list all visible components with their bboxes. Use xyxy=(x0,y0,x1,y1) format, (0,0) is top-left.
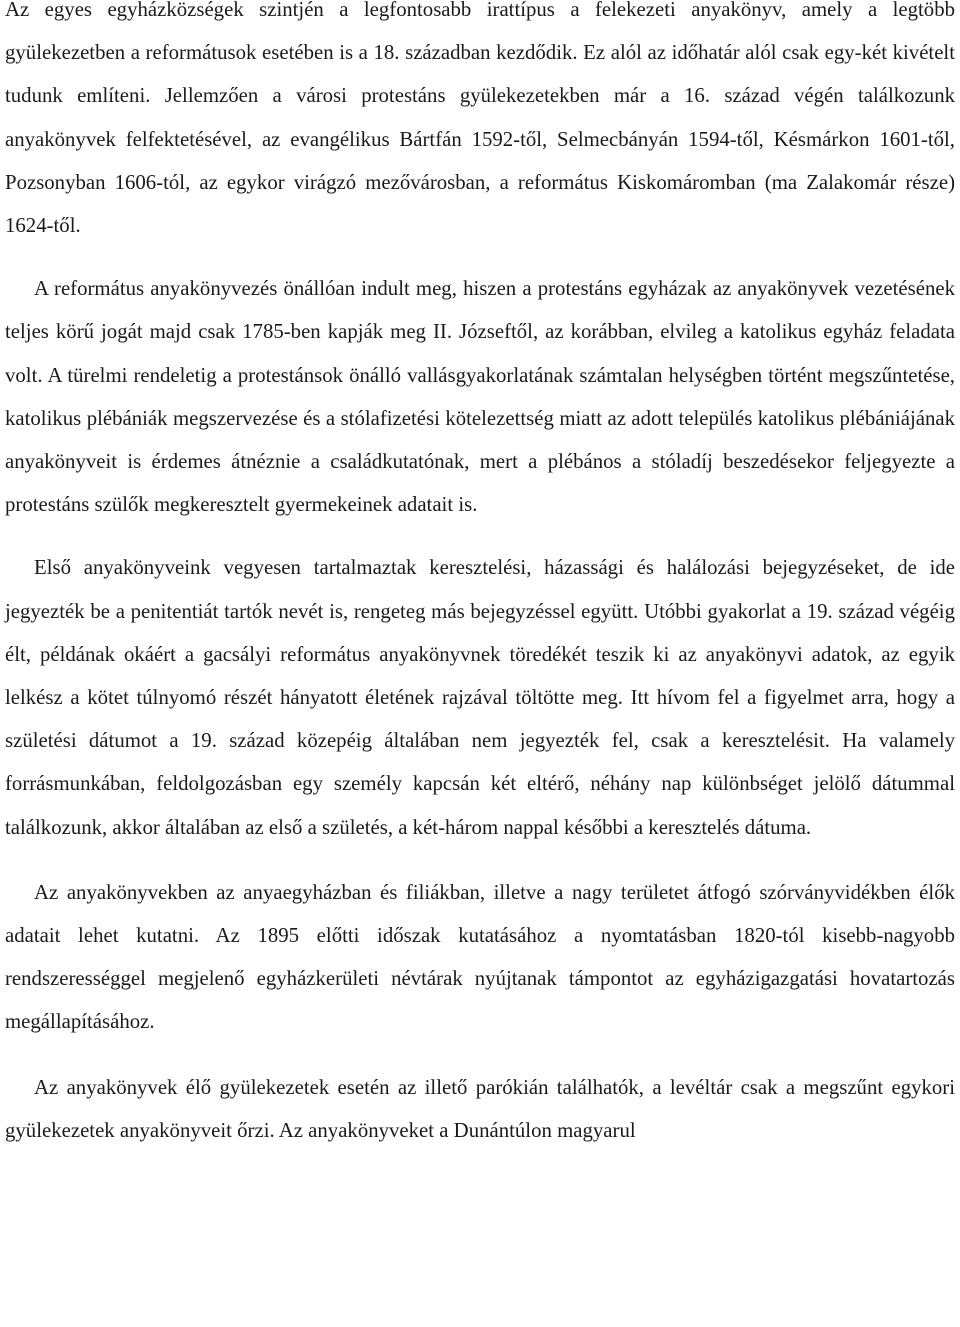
paragraph-reformed-registration: A református anyakönyvezés önállóan indult meg, hiszen a protestáns egyházak az anyakönyvek vezetésének teljes körű jogát majd csak 1785-ben kapják meg II. Józseftől, az korábban, elvileg a katolikus egyház feladata volt. A türelmi rendeletig a protestánsok önálló vallásgyakorlatának számtalan helységben történt megszűntetése, katolikus plébániák megszervezése és a stólafizetési kötelezettség miatt az adott település katolikus plébániájának anyakönyveit is érdemes átnéznie a családkutatónak, mert a plébános a stóladíj beszedésekor feljegyezte a protestáns szülők megkeresztelt gyermekeinek adatait is. xyxy=(5,277,955,517)
paragraph-register-location: Az anyakönyvek élő gyülekezetek esetén az illető parókián találhatók, a levéltár csak a megszűnt egykori gyülekezetek anyakönyveit őrzi. Az anyakönyveket a Dunántúlon magyarul xyxy=(5,1075,955,1142)
paragraph-parish-registers-origin: Az egyes egyházközségek szintjén a legfontosabb irattípus a felekezeti anyakönyv, amely a legtöbb gyülekezetben a reformátusok esetében is a 18. században kezdődik. Ez alól az időhatár alól csak egy-két kivételt tudunk említeni. Jellemzően a városi protestáns gyülekezetekben már a 16. század végén találkozunk anyakönyvek felfektetésével, az evangélikus Bártfán 1592-től, Selmecbányán 1594-től, Késmárkon 1601-től, Pozsonyban 1606-tól, az egykor virágzó mezővárosban, a református Kiskomáromban (ma Zalakomár része) 1624-től. xyxy=(5,0,955,238)
document-page xyxy=(5,0,955,1152)
paragraph-research-scope: Az anyakönyvekben az anyaegyházban és filiákban, illetve a nagy területet átfogó szórványvidékben élők adatait lehet kutatni. Az 1895 előtti időszak kutatásához a nyomtatásban 1820-tól kisebb-nagyobb rendszerességgel megjelenő egyházkerületi névtárak nyújtanak támpontot az egyházigazgatási hovatartozás megállapításához. xyxy=(5,880,955,1034)
paragraph-first-registers: Első anyakönyveink vegyesen tartalmaztak keresztelési, házassági és halálozási bejegyzéseket, de ide jegyezték be a penitentiát tartók nevét is, rengeteg más bejegyzéssel együtt. Utóbbi gyakorlat a 19. század végéig élt, példának okáért a gacsályi református anyakönyvnek töredékét teszik ki az anyakönyvi adatok, az egyik lelkész a kötet túlnyomó részét hányatott életének rajzával töltötte meg. Itt hívom fel a figyelmet arra, hogy a születési dátumot a 19. század közepéig általában nem jegyezték fel, csak a keresztelésit. Ha valamely forrásmunkában, feldolgozásban egy személy kapcsán két eltérő, néhány nap különbséget jelölő dátummal találkozunk, akkor általában az első a születés, a két-három nappal későbbi a keresztelés dátuma. xyxy=(5,556,955,839)
